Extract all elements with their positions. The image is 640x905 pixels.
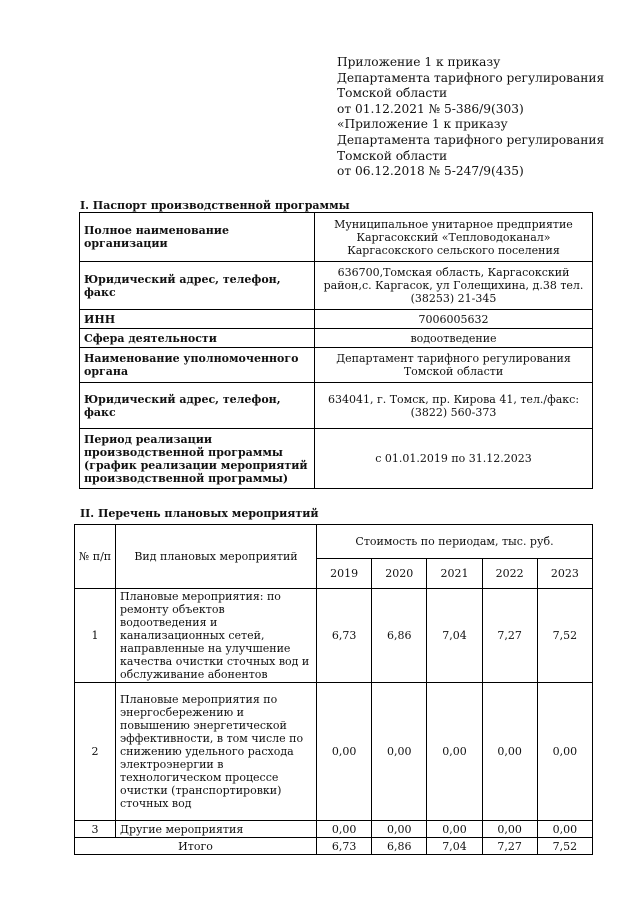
passport-label: Наименование уполномоченного органа bbox=[80, 348, 315, 383]
total-value: 6,73 bbox=[317, 838, 372, 855]
passport-value: 7006005632 bbox=[315, 310, 593, 329]
row-value: 6,86 bbox=[372, 589, 427, 683]
passport-row bbox=[80, 310, 593, 329]
header-line: Приложение 1 к приказу bbox=[337, 55, 501, 69]
table-row bbox=[75, 683, 593, 821]
year-header: 2022 bbox=[482, 559, 537, 589]
row-value: 0,00 bbox=[537, 821, 592, 838]
row-value: 0,00 bbox=[537, 683, 592, 821]
row-value: 0,00 bbox=[372, 683, 427, 821]
row-name: Плановые мероприятия: по ремонту объектов водоотведения и канализационных сетей, направленные на улучшение качества очистки сточных вод и обслуживание абонентов bbox=[116, 589, 317, 683]
passport-value: Департамент тарифного регулирования Томской области bbox=[315, 348, 593, 383]
year-header: 2020 bbox=[372, 559, 427, 589]
passport-row bbox=[80, 329, 593, 348]
total-row bbox=[75, 838, 593, 855]
row-value: 0,00 bbox=[317, 683, 372, 821]
col-cost-header: Стоимость по периодам, тыс. руб. bbox=[317, 525, 593, 559]
total-value: 7,27 bbox=[482, 838, 537, 855]
passport-table bbox=[79, 212, 593, 489]
row-value: 7,52 bbox=[537, 589, 592, 683]
total-label: Итого bbox=[75, 838, 317, 855]
section1-title: I. Паспорт производственной программы bbox=[80, 199, 350, 212]
passport-label: Юридический адрес, телефон, факс bbox=[80, 383, 315, 429]
passport-value: с 01.01.2019 по 31.12.2023 bbox=[315, 429, 593, 489]
year-header: 2021 bbox=[427, 559, 482, 589]
passport-value: водоотведение bbox=[315, 329, 593, 348]
header-line: Томской области bbox=[337, 86, 448, 101]
section2-title: II. Перечень плановых мероприятий bbox=[80, 507, 319, 520]
row-value: 7,27 bbox=[482, 589, 537, 683]
passport-value: Муниципальное унитарное предприятие Каргасокский «Тепловодоканал» Каргасокского сельского поселения bbox=[315, 213, 593, 262]
row-num: 1 bbox=[75, 589, 116, 683]
passport-row bbox=[80, 213, 593, 262]
header-line: от 06.12.2018 № 5-247/9(435) bbox=[337, 164, 524, 179]
row-value: 0,00 bbox=[317, 821, 372, 838]
row-value: 6,73 bbox=[317, 589, 372, 683]
row-value: 7,04 bbox=[427, 589, 482, 683]
table-row bbox=[75, 589, 593, 683]
row-num: 3 bbox=[75, 821, 116, 838]
passport-label: Сфера деятельности bbox=[80, 329, 315, 348]
passport-row bbox=[80, 429, 593, 489]
header-line: Томской области bbox=[337, 148, 448, 163]
header-line: Департамента тарифного регулирования bbox=[337, 132, 605, 147]
passport-row bbox=[80, 348, 593, 383]
plan-header-row bbox=[75, 525, 593, 559]
row-name: Другие мероприятия bbox=[116, 821, 317, 838]
col-num-header: № п/п bbox=[75, 525, 116, 589]
header-line: Департамента тарифного регулирования bbox=[337, 70, 605, 85]
row-value: 0,00 bbox=[427, 683, 482, 821]
total-value: 7,52 bbox=[537, 838, 592, 855]
passport-value: 636700,Томская область, Каргасокский район,с. Каргасок, ул Голещихина, д.38 тел. (38253) 21-345 bbox=[315, 262, 593, 310]
row-num: 2 bbox=[75, 683, 116, 821]
col-name-header: Вид плановых мероприятий bbox=[116, 525, 317, 589]
passport-label: Юридический адрес, телефон, факс bbox=[80, 262, 315, 310]
passport-row bbox=[80, 262, 593, 310]
year-header: 2023 bbox=[537, 559, 592, 589]
passport-value: 634041, г. Томск, пр. Кирова 41, тел./факс: (3822) 560-373 bbox=[315, 383, 593, 429]
order-header bbox=[337, 55, 604, 180]
header-line: от 01.12.2021 № 5-386/9(303) bbox=[337, 101, 524, 116]
row-value: 0,00 bbox=[482, 821, 537, 838]
row-value: 0,00 bbox=[372, 821, 427, 838]
passport-row bbox=[80, 383, 593, 429]
passport-label: Полное наименование организации bbox=[80, 213, 315, 262]
total-value: 7,04 bbox=[427, 838, 482, 855]
header-line: «Приложение 1 к приказу bbox=[337, 117, 508, 132]
year-header: 2019 bbox=[317, 559, 372, 589]
row-value: 0,00 bbox=[427, 821, 482, 838]
passport-label: Период реализации производственной программы (график реализации мероприятий производственной программы) bbox=[80, 429, 315, 489]
row-value: 0,00 bbox=[482, 683, 537, 821]
plan-table bbox=[74, 524, 593, 855]
passport-label: ИНН bbox=[80, 310, 315, 329]
total-value: 6,86 bbox=[372, 838, 427, 855]
row-name: Плановые мероприятия по энергосбережению и повышению энергетической эффективности, в том числе по снижению удельного расхода электроэнергии в технологическом процессе очистки (транспортировки) сточных вод bbox=[116, 683, 317, 821]
table-row bbox=[75, 821, 593, 838]
